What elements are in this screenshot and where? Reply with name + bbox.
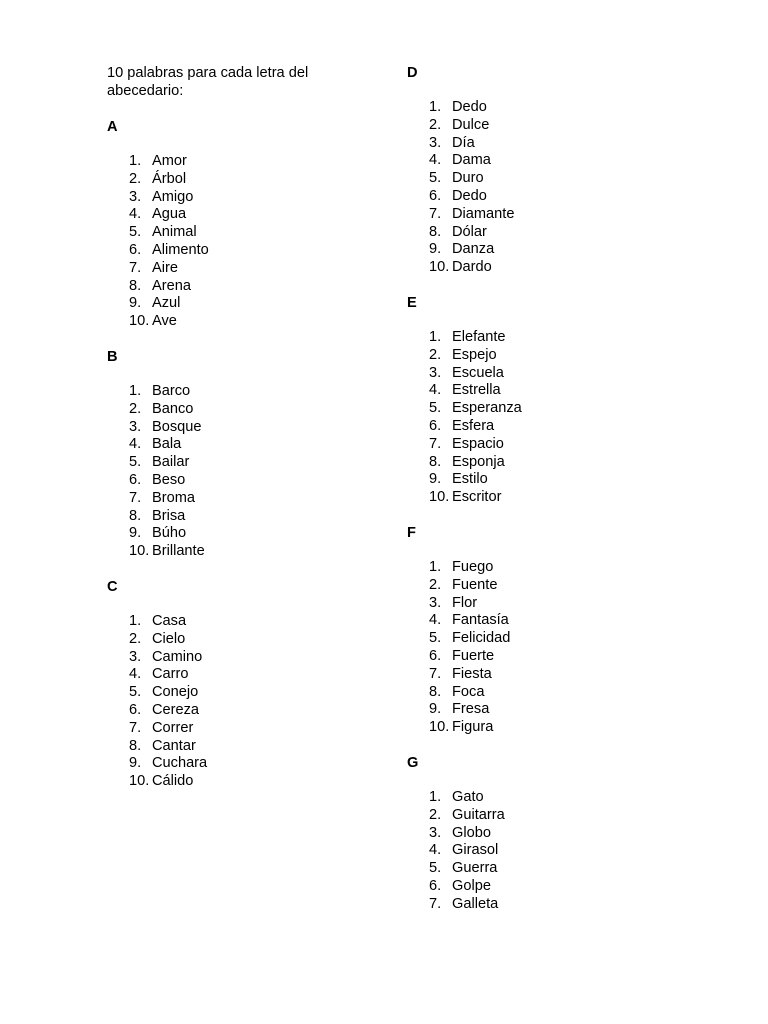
list-item bbox=[107, 189, 347, 207]
list-number: 8. bbox=[129, 737, 142, 754]
list-number: 5. bbox=[129, 684, 142, 701]
list-word: Brisa bbox=[152, 507, 186, 524]
section-e bbox=[407, 294, 647, 507]
list-number: 1. bbox=[129, 612, 142, 629]
list-number: 6. bbox=[429, 877, 442, 894]
list-number: 1. bbox=[129, 153, 142, 169]
list-word: Animal bbox=[152, 224, 197, 241]
list-item bbox=[107, 684, 347, 702]
section-heading: C bbox=[107, 578, 118, 595]
list-number: 3. bbox=[429, 364, 442, 381]
list-item bbox=[407, 400, 647, 418]
list-word: Azul bbox=[152, 295, 181, 312]
list-word: Estilo bbox=[452, 471, 488, 488]
list-word: Bosque bbox=[152, 418, 202, 435]
list-word: Cielo bbox=[152, 630, 186, 647]
list-item bbox=[407, 152, 647, 170]
list-word: Elefante bbox=[452, 328, 506, 345]
list-word: Flor bbox=[452, 594, 478, 611]
list-item bbox=[107, 260, 347, 278]
word-list bbox=[407, 559, 647, 737]
left-sections bbox=[107, 118, 347, 791]
list-item bbox=[107, 702, 347, 720]
list-item bbox=[107, 631, 347, 649]
list-item bbox=[107, 454, 347, 472]
list-word: Bala bbox=[152, 436, 182, 453]
list-number: 2. bbox=[129, 170, 142, 187]
list-word: Casa bbox=[152, 612, 187, 629]
list-word: Banco bbox=[152, 400, 194, 417]
list-item bbox=[407, 454, 647, 472]
list-number: 10. bbox=[129, 773, 150, 790]
list-item bbox=[107, 171, 347, 189]
list-word: Escritor bbox=[452, 489, 502, 506]
list-number: 8. bbox=[429, 683, 442, 700]
list-word: Arena bbox=[152, 277, 191, 294]
list-word: Cereza bbox=[152, 701, 200, 718]
intro-text: 10 palabras para cada letra del abecedario: bbox=[107, 65, 309, 99]
list-item bbox=[107, 242, 347, 260]
list-word: Estrella bbox=[452, 382, 501, 399]
list-word: Ave bbox=[152, 313, 177, 330]
list-number: 7. bbox=[129, 489, 142, 506]
list-number: 8. bbox=[129, 507, 142, 524]
section-heading: A bbox=[107, 119, 118, 135]
word-list bbox=[407, 329, 647, 507]
list-item bbox=[107, 383, 347, 401]
list-word: Dama bbox=[452, 152, 491, 169]
list-number: 1. bbox=[429, 99, 442, 115]
list-word: Cálido bbox=[152, 773, 194, 790]
list-item bbox=[407, 684, 647, 702]
list-word: Danza bbox=[452, 241, 495, 258]
list-number: 9. bbox=[429, 701, 442, 718]
list-item bbox=[407, 170, 647, 188]
list-number: 8. bbox=[429, 453, 442, 470]
list-number: 9. bbox=[429, 241, 442, 258]
list-number: 9. bbox=[129, 755, 142, 772]
list-item bbox=[407, 259, 647, 277]
list-item bbox=[407, 224, 647, 242]
list-number: 7. bbox=[429, 435, 442, 452]
right-sections bbox=[407, 64, 647, 913]
list-item bbox=[407, 577, 647, 595]
list-word: Guitarra bbox=[452, 806, 505, 823]
list-number: 5. bbox=[429, 400, 442, 417]
left-column bbox=[107, 64, 347, 808]
list-item bbox=[407, 701, 647, 719]
list-word: Árbol bbox=[152, 170, 187, 187]
list-item bbox=[407, 99, 647, 117]
list-number: 7. bbox=[429, 205, 442, 222]
list-item bbox=[407, 206, 647, 224]
list-word: Conejo bbox=[152, 684, 199, 701]
list-number: 1. bbox=[429, 558, 442, 575]
list-number: 9. bbox=[129, 295, 142, 312]
list-word: Broma bbox=[152, 489, 195, 506]
list-number: 8. bbox=[429, 223, 442, 240]
list-item bbox=[407, 595, 647, 613]
list-item bbox=[407, 612, 647, 630]
list-number: 5. bbox=[429, 630, 442, 647]
list-word: Dedo bbox=[452, 187, 487, 204]
list-item bbox=[107, 472, 347, 490]
list-number: 5. bbox=[129, 224, 142, 241]
list-word: Camino bbox=[152, 648, 203, 665]
list-item bbox=[107, 206, 347, 224]
list-word: Agua bbox=[152, 206, 187, 223]
section-c bbox=[107, 578, 347, 791]
list-word: Fuego bbox=[452, 558, 494, 575]
list-item bbox=[407, 382, 647, 400]
list-word: Beso bbox=[152, 471, 186, 488]
section-b bbox=[107, 348, 347, 561]
list-word: Aire bbox=[152, 259, 178, 276]
list-item bbox=[407, 559, 647, 577]
list-number: 6. bbox=[129, 471, 142, 488]
list-item bbox=[407, 878, 647, 896]
list-item bbox=[407, 347, 647, 365]
list-word: Cantar bbox=[152, 737, 196, 754]
list-number: 5. bbox=[129, 454, 142, 471]
section-g bbox=[407, 754, 647, 914]
list-word: Duro bbox=[452, 170, 484, 187]
list-item bbox=[407, 896, 647, 914]
list-word: Diamante bbox=[452, 205, 515, 222]
word-list bbox=[407, 99, 647, 277]
list-item bbox=[107, 649, 347, 667]
list-word: Búho bbox=[152, 525, 187, 542]
list-number: 2. bbox=[429, 806, 442, 823]
list-word: Felicidad bbox=[452, 630, 511, 647]
list-item bbox=[107, 295, 347, 313]
list-number: 6. bbox=[429, 187, 442, 204]
list-number: 4. bbox=[429, 842, 442, 859]
list-item bbox=[107, 490, 347, 508]
list-item bbox=[407, 648, 647, 666]
list-item bbox=[407, 436, 647, 454]
list-item bbox=[407, 418, 647, 436]
list-word: Esfera bbox=[452, 417, 495, 434]
list-number: 1. bbox=[129, 382, 142, 399]
list-item bbox=[407, 489, 647, 507]
list-word: Golpe bbox=[452, 877, 491, 894]
section-heading: G bbox=[407, 754, 419, 771]
list-item bbox=[107, 720, 347, 738]
list-word: Escuela bbox=[452, 364, 504, 381]
word-list bbox=[107, 153, 347, 331]
section-heading: F bbox=[407, 524, 416, 541]
list-item bbox=[407, 666, 647, 684]
list-word: Bailar bbox=[152, 454, 190, 471]
list-word: Dedo bbox=[452, 99, 487, 115]
list-item bbox=[407, 825, 647, 843]
right-column bbox=[407, 64, 647, 930]
list-number: 10. bbox=[429, 489, 450, 506]
list-number: 9. bbox=[129, 525, 142, 542]
list-number: 2. bbox=[429, 116, 442, 133]
list-number: 6. bbox=[129, 701, 142, 718]
list-number: 7. bbox=[429, 895, 442, 912]
list-word: Alimento bbox=[152, 241, 209, 258]
list-item bbox=[107, 773, 347, 791]
list-word: Globo bbox=[452, 824, 491, 841]
list-number: 2. bbox=[129, 630, 142, 647]
word-list bbox=[107, 383, 347, 561]
list-number: 3. bbox=[429, 134, 442, 151]
list-word: Fuerte bbox=[452, 647, 495, 664]
list-number: 2. bbox=[129, 400, 142, 417]
list-item bbox=[407, 471, 647, 489]
list-item bbox=[407, 807, 647, 825]
section-f bbox=[407, 524, 647, 737]
list-number: 4. bbox=[129, 206, 142, 223]
section-d bbox=[407, 64, 647, 277]
list-item bbox=[107, 401, 347, 419]
list-number: 2. bbox=[429, 346, 442, 363]
list-item bbox=[107, 666, 347, 684]
section-heading: B bbox=[107, 348, 118, 365]
list-word: Fantasía bbox=[452, 612, 509, 629]
list-item bbox=[407, 630, 647, 648]
list-item bbox=[407, 789, 647, 807]
list-word: Guerra bbox=[452, 860, 498, 877]
list-word: Foca bbox=[452, 683, 485, 700]
list-item bbox=[407, 241, 647, 259]
list-word: Día bbox=[452, 134, 475, 151]
list-word: Dulce bbox=[452, 116, 490, 133]
list-item bbox=[407, 329, 647, 347]
list-number: 3. bbox=[429, 824, 442, 841]
list-number: 7. bbox=[429, 665, 442, 682]
word-list bbox=[107, 613, 347, 791]
list-word: Esperanza bbox=[452, 400, 522, 417]
list-number: 10. bbox=[429, 259, 450, 276]
list-word: Esponja bbox=[452, 453, 505, 470]
list-number: 5. bbox=[429, 170, 442, 187]
list-item bbox=[107, 755, 347, 773]
list-item bbox=[407, 365, 647, 383]
list-number: 4. bbox=[429, 382, 442, 399]
list-number: 1. bbox=[429, 328, 442, 345]
list-number: 4. bbox=[429, 612, 442, 629]
list-word: Carro bbox=[152, 666, 189, 683]
list-word: Fiesta bbox=[452, 665, 492, 682]
section-heading: E bbox=[407, 294, 417, 311]
list-item bbox=[107, 525, 347, 543]
list-item bbox=[107, 613, 347, 631]
list-word: Gato bbox=[452, 788, 484, 805]
list-number: 10. bbox=[129, 313, 150, 330]
list-word: Espejo bbox=[452, 346, 497, 363]
list-word: Cuchara bbox=[152, 755, 208, 772]
list-item bbox=[107, 278, 347, 296]
list-number: 6. bbox=[429, 647, 442, 664]
list-number: 7. bbox=[129, 719, 142, 736]
list-number: 6. bbox=[429, 417, 442, 434]
section-a bbox=[107, 118, 347, 331]
list-word: Girasol bbox=[452, 842, 499, 859]
list-word: Galleta bbox=[452, 895, 499, 912]
list-item bbox=[407, 719, 647, 737]
list-number: 3. bbox=[129, 418, 142, 435]
list-number: 4. bbox=[129, 666, 142, 683]
list-number: 4. bbox=[129, 436, 142, 453]
list-item bbox=[107, 224, 347, 242]
list-number: 8. bbox=[129, 277, 142, 294]
list-word: Dólar bbox=[452, 223, 487, 240]
list-word: Brillante bbox=[152, 543, 205, 560]
list-number: 3. bbox=[429, 594, 442, 611]
list-item bbox=[107, 419, 347, 437]
list-number: 6. bbox=[129, 241, 142, 258]
list-number: 9. bbox=[429, 471, 442, 488]
list-item bbox=[407, 842, 647, 860]
list-number: 10. bbox=[129, 543, 150, 560]
list-word: Fresa bbox=[452, 701, 490, 718]
list-item bbox=[107, 313, 347, 331]
list-number: 3. bbox=[129, 648, 142, 665]
list-word: Amor bbox=[152, 153, 187, 169]
list-word: Figura bbox=[452, 719, 494, 736]
list-item bbox=[107, 508, 347, 526]
word-list bbox=[407, 789, 647, 914]
list-item bbox=[107, 436, 347, 454]
list-number: 7. bbox=[129, 259, 142, 276]
list-word: Barco bbox=[152, 382, 191, 399]
list-item bbox=[107, 153, 347, 171]
list-item bbox=[107, 738, 347, 756]
list-item bbox=[407, 117, 647, 135]
list-number: 10. bbox=[429, 719, 450, 736]
list-number: 1. bbox=[429, 788, 442, 805]
list-number: 3. bbox=[129, 188, 142, 205]
list-item bbox=[107, 543, 347, 561]
list-item bbox=[407, 188, 647, 206]
list-item bbox=[407, 135, 647, 153]
list-number: 5. bbox=[429, 860, 442, 877]
list-word: Espacio bbox=[452, 435, 504, 452]
list-word: Amigo bbox=[152, 188, 194, 205]
list-number: 2. bbox=[429, 576, 442, 593]
section-heading: D bbox=[407, 65, 418, 81]
list-word: Dardo bbox=[452, 259, 492, 276]
list-number: 4. bbox=[429, 152, 442, 169]
list-word: Correr bbox=[152, 719, 194, 736]
list-word: Fuente bbox=[452, 576, 498, 593]
list-item bbox=[407, 860, 647, 878]
